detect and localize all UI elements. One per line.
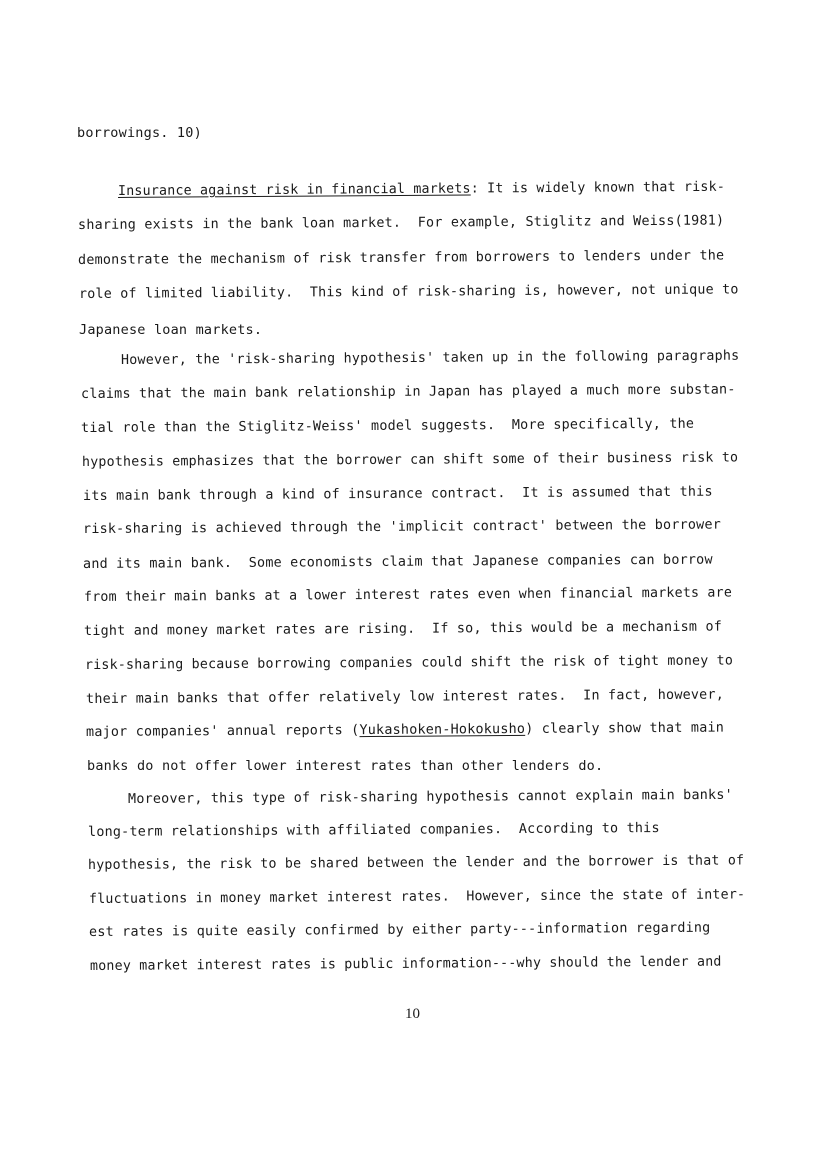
paragraph-2-line-2: claims that the main bank relationship in Japan has played a much more substan- xyxy=(80,381,736,402)
paragraph-2-line-11: their main banks that offer relatively low interest rates. In fact, however, xyxy=(85,686,725,707)
paragraph-3-line-1: Moreover, this type of risk-sharing hypothesis cannot explain main banks' xyxy=(127,786,733,807)
paragraph-2-line-8: from their main banks at a lower interest rates even when financial markets are xyxy=(83,584,733,605)
paragraph-2-line-3: tial role than the Stiglitz-Weiss' model suggests. More specifically, the xyxy=(80,415,695,436)
paragraph-2-line-9: tight and money market rates are rising. If so, this would be a mechanism of xyxy=(83,618,723,639)
paragraph-1-line-2: sharing exists in the bank loan market. For example, Stiglitz and Weiss(1981) xyxy=(77,212,725,233)
paragraph-2-line-10: risk-sharing because borrowing companies could shift the risk of tight money to xyxy=(84,652,734,673)
japanese-term: Yukashoken-Hokokusho xyxy=(359,720,526,739)
paragraph-2-line-1: However, the 'risk-sharing hypothesis' taken up in the following paragraphs xyxy=(120,347,740,368)
section-heading: Insurance against risk in financial markets xyxy=(117,180,471,199)
paragraph-3-line-6: money market interest rates is public information---why should the lender and xyxy=(89,953,722,974)
paragraph-2-line-6: risk-sharing is achieved through the 'implicit contract' between the borrower xyxy=(82,516,722,537)
paragraph-2-line-12 xyxy=(86,719,724,741)
paragraph-1-line-3: demonstrate the mechanism of risk transfer from borrowers to lenders under the xyxy=(77,247,725,268)
paragraph-1-line-1-text: : It is widely known that risk- xyxy=(470,178,726,197)
paragraph-3-line-2: long-term relationships with affiliated companies. According to this xyxy=(87,820,660,840)
paragraph-1-line-4: role of limited liability. This kind of risk-sharing is, however, not unique to xyxy=(78,281,739,302)
opening-line: borrowings. 10) xyxy=(77,125,202,141)
paragraph-2-line-7: and its main bank. Some economists claim that Japanese companies can borrow xyxy=(82,551,713,572)
paragraph-2-line-12-pre: major companies' annual reports ( xyxy=(85,722,360,740)
paragraph-1-line-1 xyxy=(118,178,725,200)
page-number: 10 xyxy=(405,1006,420,1022)
paragraph-2-line-4: hypothesis emphasizes that the borrower can shift some of their business risk to xyxy=(81,449,739,470)
paragraph-1-line-5: Japanese loan markets. xyxy=(79,322,263,338)
paragraph-2-line-13: banks do not offer lower interest rates than other lenders do. xyxy=(87,758,604,774)
paragraph-2-line-12-post: ) clearly show that main xyxy=(525,719,725,737)
paragraph-2-line-5: its main bank through a kind of insurance contract. It is assumed that this xyxy=(82,483,713,504)
paragraph-3-line-4: fluctuations in money market interest rates. However, since the state of inter- xyxy=(88,886,746,907)
paragraph-3-line-5: est rates is quite easily confirmed by either party---information regarding xyxy=(88,919,711,940)
paragraph-3-line-3: hypothesis, the risk to be shared between the lender and the borrower is that of xyxy=(87,852,745,873)
